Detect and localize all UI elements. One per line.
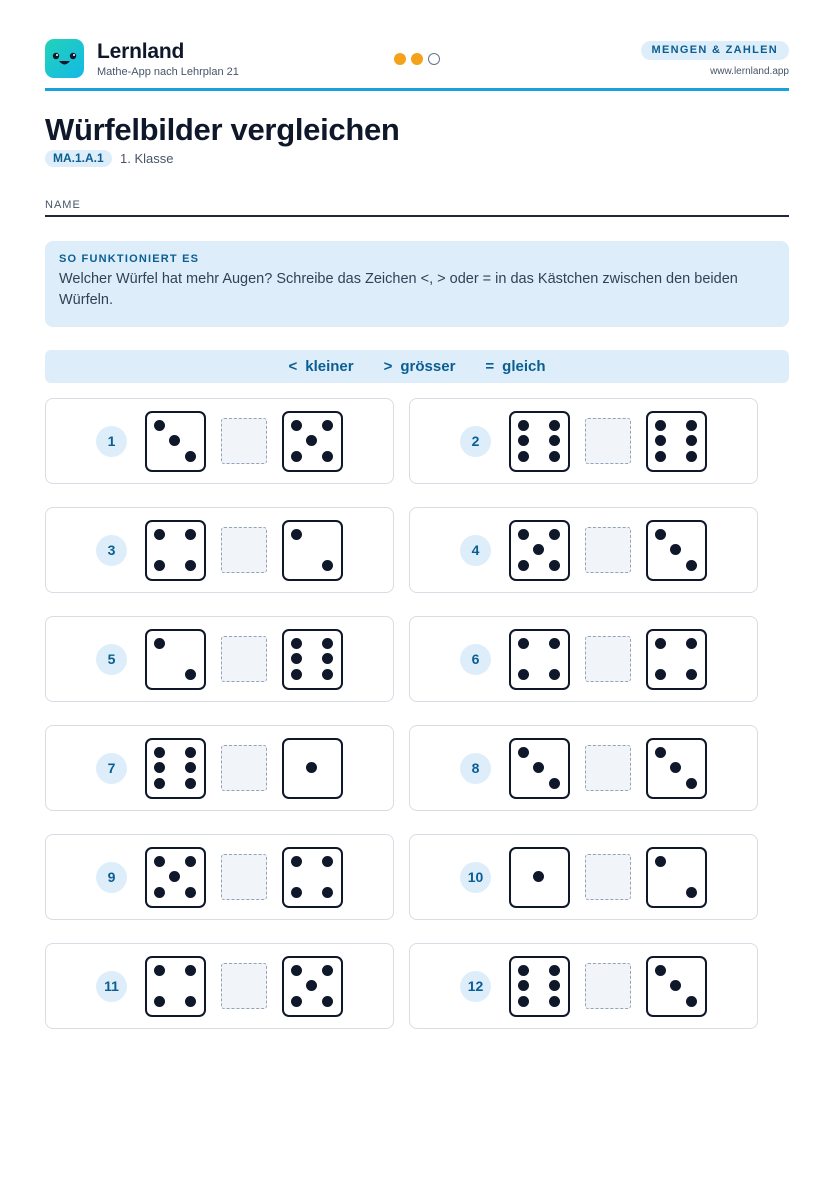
die-pip (154, 747, 165, 758)
die-right (282, 738, 343, 799)
answer-box[interactable] (585, 745, 631, 791)
task-card (409, 616, 758, 702)
die-left (145, 956, 206, 1017)
die-pip (686, 669, 697, 680)
task-card (45, 507, 394, 593)
difficulty-indicator (394, 53, 440, 65)
die-right (282, 411, 343, 472)
logo-icon (45, 39, 84, 78)
die-pip (533, 544, 544, 555)
die-pip (533, 871, 544, 882)
task-number: 5 (96, 644, 127, 675)
die-pip (518, 435, 529, 446)
die-pip (322, 420, 333, 431)
task-number: 3 (96, 535, 127, 566)
task-number: 7 (96, 753, 127, 784)
task-number: 8 (460, 753, 491, 784)
die-pip (655, 965, 666, 976)
die-pip (291, 996, 302, 1007)
task-number: 11 (96, 971, 127, 1002)
answer-box[interactable] (585, 963, 631, 1009)
die-pip (549, 980, 560, 991)
die-pip (185, 996, 196, 1007)
brand-subtitle: Mathe-App nach Lehrplan 21 (97, 66, 239, 78)
die-pip (154, 638, 165, 649)
task-card (409, 943, 758, 1029)
legend-symbol: < (288, 358, 298, 375)
task-card (45, 943, 394, 1029)
die-pip (322, 669, 333, 680)
die-pip (518, 747, 529, 758)
curriculum-code-badge: MA.1.A.1 (45, 150, 112, 167)
die-pip (154, 778, 165, 789)
die-pip (670, 762, 681, 773)
symbol-legend (45, 350, 789, 383)
brand-name: Lernland (97, 40, 185, 63)
die-pip (322, 965, 333, 976)
die-pip (291, 638, 302, 649)
answer-box[interactable] (585, 854, 631, 900)
task-number: 12 (460, 971, 491, 1002)
die-pip (518, 638, 529, 649)
die-pip (686, 560, 697, 571)
die-pip (686, 887, 697, 898)
die-left (509, 629, 570, 690)
answer-box[interactable] (585, 418, 631, 464)
instructions-box (45, 241, 789, 327)
answer-box[interactable] (221, 527, 267, 573)
die-pip (686, 451, 697, 462)
die-left (509, 411, 570, 472)
instructions-text: Welcher Würfel hat mehr Augen? Schreibe das Zeichen <, > oder = in das Kästchen zwischen den beiden Würfeln. (59, 271, 738, 308)
answer-box[interactable] (585, 527, 631, 573)
answer-box[interactable] (221, 963, 267, 1009)
die-pip (549, 560, 560, 571)
task-card (45, 398, 394, 484)
die-pip (518, 980, 529, 991)
die-pip (169, 871, 180, 882)
topic-badge: MENGEN & ZAHLEN (641, 41, 789, 60)
die-pip (185, 762, 196, 773)
die-pip (154, 965, 165, 976)
die-pip (518, 420, 529, 431)
die-pip (185, 778, 196, 789)
die-left (145, 411, 206, 472)
task-card (409, 725, 758, 811)
answer-box[interactable] (221, 854, 267, 900)
die-pip (686, 996, 697, 1007)
task-card (409, 398, 758, 484)
die-pip (518, 996, 529, 1007)
page-title: Würfelbilder vergleichen (45, 112, 400, 147)
answer-box[interactable] (585, 636, 631, 682)
die-pip (518, 669, 529, 680)
die-pip (670, 980, 681, 991)
task-number: 6 (460, 644, 491, 675)
die-pip (291, 653, 302, 664)
die-pip (185, 529, 196, 540)
die-pip (655, 669, 666, 680)
die-pip (154, 856, 165, 867)
task-number: 4 (460, 535, 491, 566)
die-pip (655, 747, 666, 758)
die-right (646, 847, 707, 908)
die-pip (185, 669, 196, 680)
answer-box[interactable] (221, 636, 267, 682)
die-right (646, 629, 707, 690)
die-pip (322, 451, 333, 462)
task-card (409, 507, 758, 593)
answer-box[interactable] (221, 745, 267, 791)
die-pip (185, 747, 196, 758)
task-card (45, 616, 394, 702)
die-pip (655, 451, 666, 462)
header (45, 38, 789, 91)
die-left (509, 847, 570, 908)
die-pip (655, 435, 666, 446)
die-pip (518, 965, 529, 976)
task-card (45, 725, 394, 811)
die-pip (154, 887, 165, 898)
die-left (509, 520, 570, 581)
die-pip (306, 762, 317, 773)
difficulty-dot-empty (428, 53, 440, 65)
die-pip (185, 451, 196, 462)
die-left (145, 629, 206, 690)
die-pip (549, 451, 560, 462)
die-pip (322, 887, 333, 898)
die-pip (686, 638, 697, 649)
legend-label: grösser (400, 358, 456, 375)
die-right (646, 956, 707, 1017)
legend-symbol: > (383, 358, 393, 375)
die-pip (549, 778, 560, 789)
name-label: NAME (45, 199, 81, 211)
task-card (409, 834, 758, 920)
die-pip (549, 420, 560, 431)
die-pip (686, 778, 697, 789)
die-pip (291, 420, 302, 431)
die-pip (670, 544, 681, 555)
die-pip (655, 856, 666, 867)
task-number: 2 (460, 426, 491, 457)
difficulty-dot-filled (394, 53, 406, 65)
die-pip (291, 887, 302, 898)
die-left (509, 738, 570, 799)
grade-label: 1. Klasse (120, 151, 174, 166)
die-pip (655, 638, 666, 649)
die-pip (154, 529, 165, 540)
worksheet-page (45, 38, 789, 994)
task-number: 1 (96, 426, 127, 457)
die-pip (154, 762, 165, 773)
legend-symbol: = (485, 358, 495, 375)
legend-label: gleich (502, 358, 546, 375)
die-pip (322, 856, 333, 867)
die-pip (291, 965, 302, 976)
die-pip (686, 420, 697, 431)
website-url: www.lernland.app (710, 66, 789, 77)
die-pip (154, 560, 165, 571)
die-left (145, 847, 206, 908)
difficulty-dot-filled (411, 53, 423, 65)
die-pip (549, 669, 560, 680)
die-right (646, 411, 707, 472)
die-left (145, 520, 206, 581)
die-pip (518, 529, 529, 540)
die-pip (655, 420, 666, 431)
die-pip (154, 996, 165, 1007)
die-pip (549, 965, 560, 976)
die-right (646, 738, 707, 799)
die-right (282, 520, 343, 581)
task-number: 10 (460, 862, 491, 893)
die-left (509, 956, 570, 1017)
die-pip (291, 529, 302, 540)
die-pip (549, 529, 560, 540)
instructions-heading: SO FUNKTIONIERT ES (59, 253, 200, 265)
die-left (145, 738, 206, 799)
die-pip (291, 669, 302, 680)
die-right (282, 847, 343, 908)
task-card (45, 834, 394, 920)
die-pip (518, 451, 529, 462)
die-pip (169, 435, 180, 446)
die-pip (518, 560, 529, 571)
die-pip (291, 451, 302, 462)
die-pip (306, 435, 317, 446)
die-pip (185, 560, 196, 571)
legend-item (485, 358, 545, 375)
die-right (282, 956, 343, 1017)
legend-item (288, 358, 353, 375)
die-pip (549, 435, 560, 446)
die-pip (322, 996, 333, 1007)
die-pip (291, 856, 302, 867)
die-pip (533, 762, 544, 773)
die-pip (322, 653, 333, 664)
die-right (282, 629, 343, 690)
die-pip (549, 638, 560, 649)
die-pip (185, 965, 196, 976)
legend-item (384, 358, 456, 375)
die-pip (686, 435, 697, 446)
answer-box[interactable] (221, 418, 267, 464)
die-pip (154, 420, 165, 431)
die-pip (322, 638, 333, 649)
legend-label: kleiner (305, 358, 354, 375)
die-pip (655, 529, 666, 540)
die-pip (185, 887, 196, 898)
die-right (646, 520, 707, 581)
die-pip (322, 560, 333, 571)
name-field[interactable] (45, 215, 789, 217)
die-pip (185, 856, 196, 867)
task-number: 9 (96, 862, 127, 893)
die-pip (549, 996, 560, 1007)
die-pip (306, 980, 317, 991)
